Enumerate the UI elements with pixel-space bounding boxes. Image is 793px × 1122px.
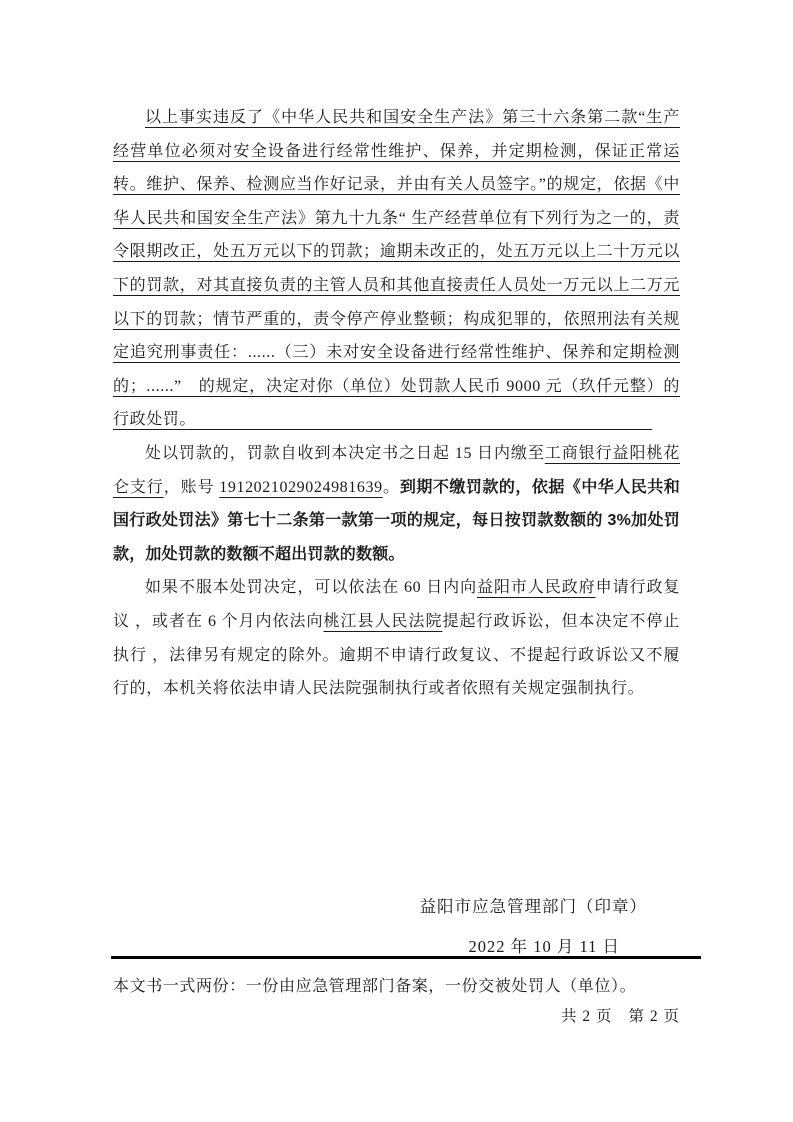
underline-fill <box>196 428 652 430</box>
text-run: 申请行政复议 ，或者在 6 个月内依法向 <box>113 579 680 630</box>
text-run: 1912021029024981639 <box>219 478 383 496</box>
signature-issuer: 益阳市应急管理部门（印章） <box>419 897 647 916</box>
text-run: 如果不服本处罚决定，可以依法在 60 日内向 <box>145 579 478 597</box>
document-body <box>113 101 680 706</box>
paragraph-appeal-rights <box>113 571 680 705</box>
text-run: 到期不缴罚款的，依据《中华人民共和国行政处罚法》第七十二条第一款第一项的规定，每日按罚款数额的 3%加处罚款，加处罚款的数额不超出罚款的数额。 <box>113 478 680 563</box>
signature-date: 2022 年 10 月 11 日 <box>468 937 620 956</box>
footer-distribution-note: 本文书一式两份：一份由应急管理部门备案，一份交被处罚人（单位）。 <box>113 978 637 995</box>
footer-divider-rule <box>111 956 701 959</box>
signature-date-block <box>113 933 680 957</box>
text-run: 益阳市人民政府 <box>477 579 596 597</box>
paragraph-payment-instructions <box>113 437 680 571</box>
signature-block <box>113 893 680 917</box>
text-run: 提起行政诉讼，但本决定不停止执行 ，法律另有规定的除外。逾期不申请行政复议、不提起行政诉讼又不履行的，本机关将依法申请人民法院强制执行或者依照有关规定强制执行。 <box>113 612 680 698</box>
text-run: 桃江县人民法院 <box>323 612 443 630</box>
text-run: 以上事实违反了《中华人民共和国安全生产法》第三十六条第二款“生产经营单位必须对安全设备进行经常性维护、保养，并定期检测，保证正常运转。维护、保养、检测应当作好记录，并由有关人员签字。”的规定，依据《中华人民共和国安全生产法》第九十九条“ 生产经营单位有下列行为之一的，责令限期改正，处五万元以下的罚款；逾期未改正的，处五万元以上二十万元以下的罚款，对其直接负责的主管人员和其他直接责任人员处一万元以上二万元以下的罚款；情节严重的，责令停产停业整顿；构成犯罪的，依照刑法有关规定追究刑事责任：......（三）未对安全设备进行经常性维护、保养和定期检测的；......” 的规定，决定对你（单位）处罚款人民币 9000 元（玖仟元整）的行政处罚。 <box>113 109 680 429</box>
text-run: ，账号 <box>163 478 220 496</box>
text-run: 处以罚款的，罚款自收到本决定书之日起 15 日内缴至 <box>145 444 545 462</box>
paragraph-legal-basis-and-penalty <box>113 101 680 437</box>
text-run: 。 <box>382 478 400 496</box>
page-indicator <box>113 1004 680 1026</box>
page-total: 共 2 页 <box>560 1008 613 1025</box>
text-run: 工商银行益阳桃花仑支行 <box>113 444 680 496</box>
page-current: 第 2 页 <box>628 1008 680 1025</box>
